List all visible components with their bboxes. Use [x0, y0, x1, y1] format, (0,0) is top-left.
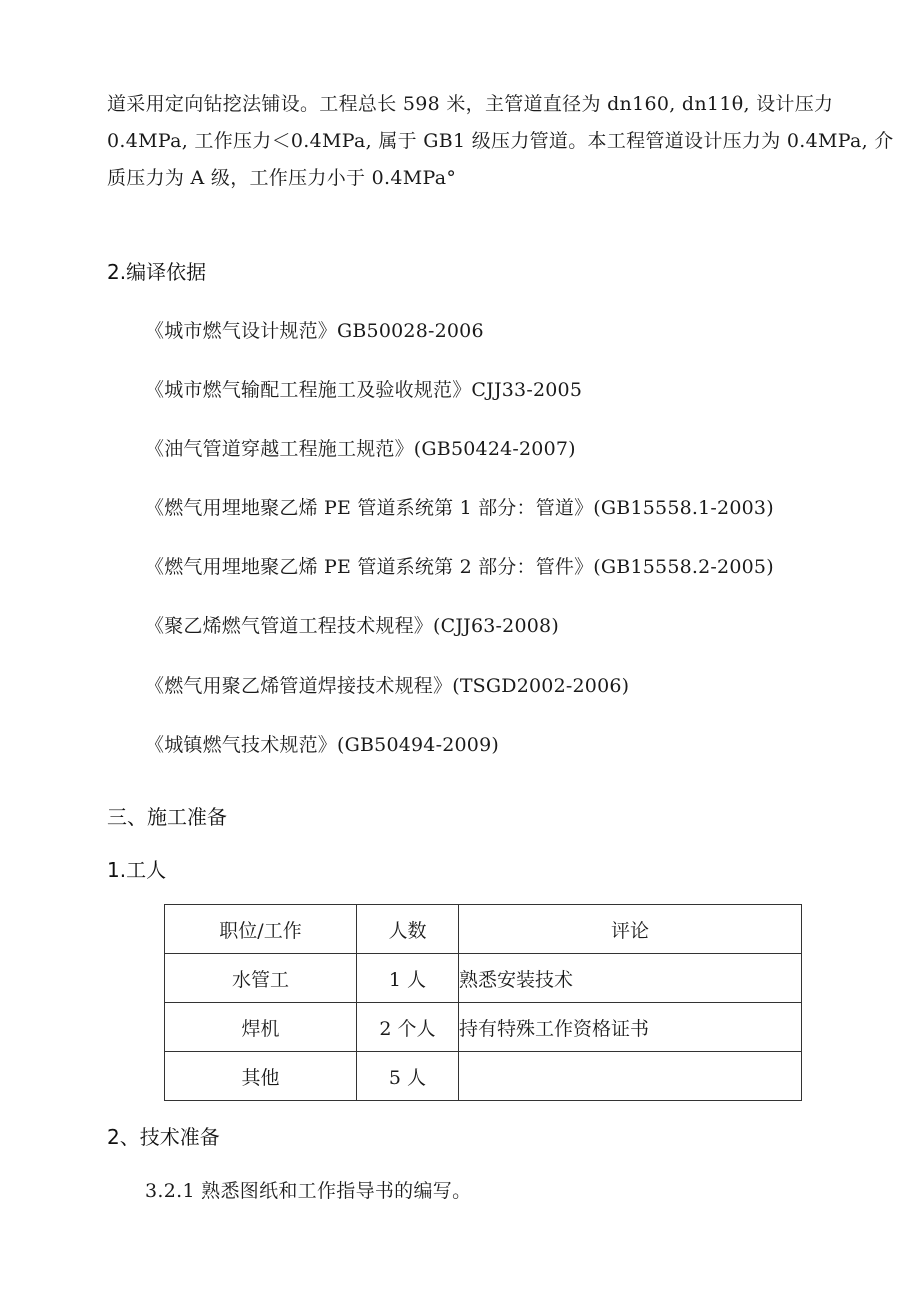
reference-item: 《城市燃气设计规范》GB50028-2006	[145, 320, 484, 342]
table-header-cell: 职位/工作	[165, 905, 357, 954]
intro-line-1: 道采用定向钻挖法铺设。工程总长 598 米，主管道直径为 dn160, dn11θ, 设计压力	[107, 93, 834, 115]
tech-heading: 2、技术准备	[107, 1125, 220, 1149]
reference-item: 《油气管道穿越工程施工规范》(GB50424-2007)	[145, 438, 576, 460]
reference-item: 《城市燃气输配工程施工及验收规范》CJJ33-2005	[145, 379, 583, 401]
table-cell: 5 人	[357, 1052, 459, 1101]
table-row	[165, 954, 802, 1003]
reference-item: 《燃气用埋地聚乙烯 PE 管道系统第 2 部分：管件》(GB15558.2-2005)	[145, 556, 774, 578]
table-cell	[459, 1052, 802, 1101]
table-header-cell: 人数	[357, 905, 459, 954]
table-cell: 其他	[165, 1052, 357, 1101]
table-header-row	[165, 905, 802, 954]
table-cell: 焊机	[165, 1003, 357, 1052]
intro-line-3: 质压力为 A 级，工作压力小于 0.4MPa°	[107, 167, 457, 189]
basis-heading: 2.编译依据	[107, 260, 207, 284]
table-header-cell: 评论	[459, 905, 802, 954]
reference-item: 《城镇燃气技术规范》(GB50494-2009)	[145, 734, 499, 756]
workers-table	[164, 904, 802, 1101]
table-row	[165, 1003, 802, 1052]
reference-item: 《聚乙烯燃气管道工程技术规程》(CJJ63-2008)	[145, 615, 559, 637]
table-cell: 水管工	[165, 954, 357, 1003]
table-cell: 1 人	[357, 954, 459, 1003]
tech-step: 3.2.1 熟悉图纸和工作指导书的编写。	[145, 1180, 472, 1202]
intro-paragraph	[107, 86, 894, 197]
intro-line-2: 0.4MPa, 工作压力＜0.4MPa, 属于 GB1 级压力管道。本工程管道设计压力为 0.4MPa, 介	[107, 130, 894, 152]
table-cell: 持有特殊工作资格证书	[459, 1003, 802, 1052]
table-row	[165, 1052, 802, 1101]
reference-item: 《燃气用聚乙烯管道焊接技术规程》(TSGD2002-2006)	[145, 675, 630, 697]
prep-heading: 三、施工准备	[107, 805, 227, 829]
table-cell: 熟悉安装技术	[459, 954, 802, 1003]
reference-item: 《燃气用埋地聚乙烯 PE 管道系统第 1 部分：管道》(GB15558.1-2003)	[145, 497, 774, 519]
workers-heading: 1.工人	[107, 858, 167, 882]
table-cell: 2 个人	[357, 1003, 459, 1052]
